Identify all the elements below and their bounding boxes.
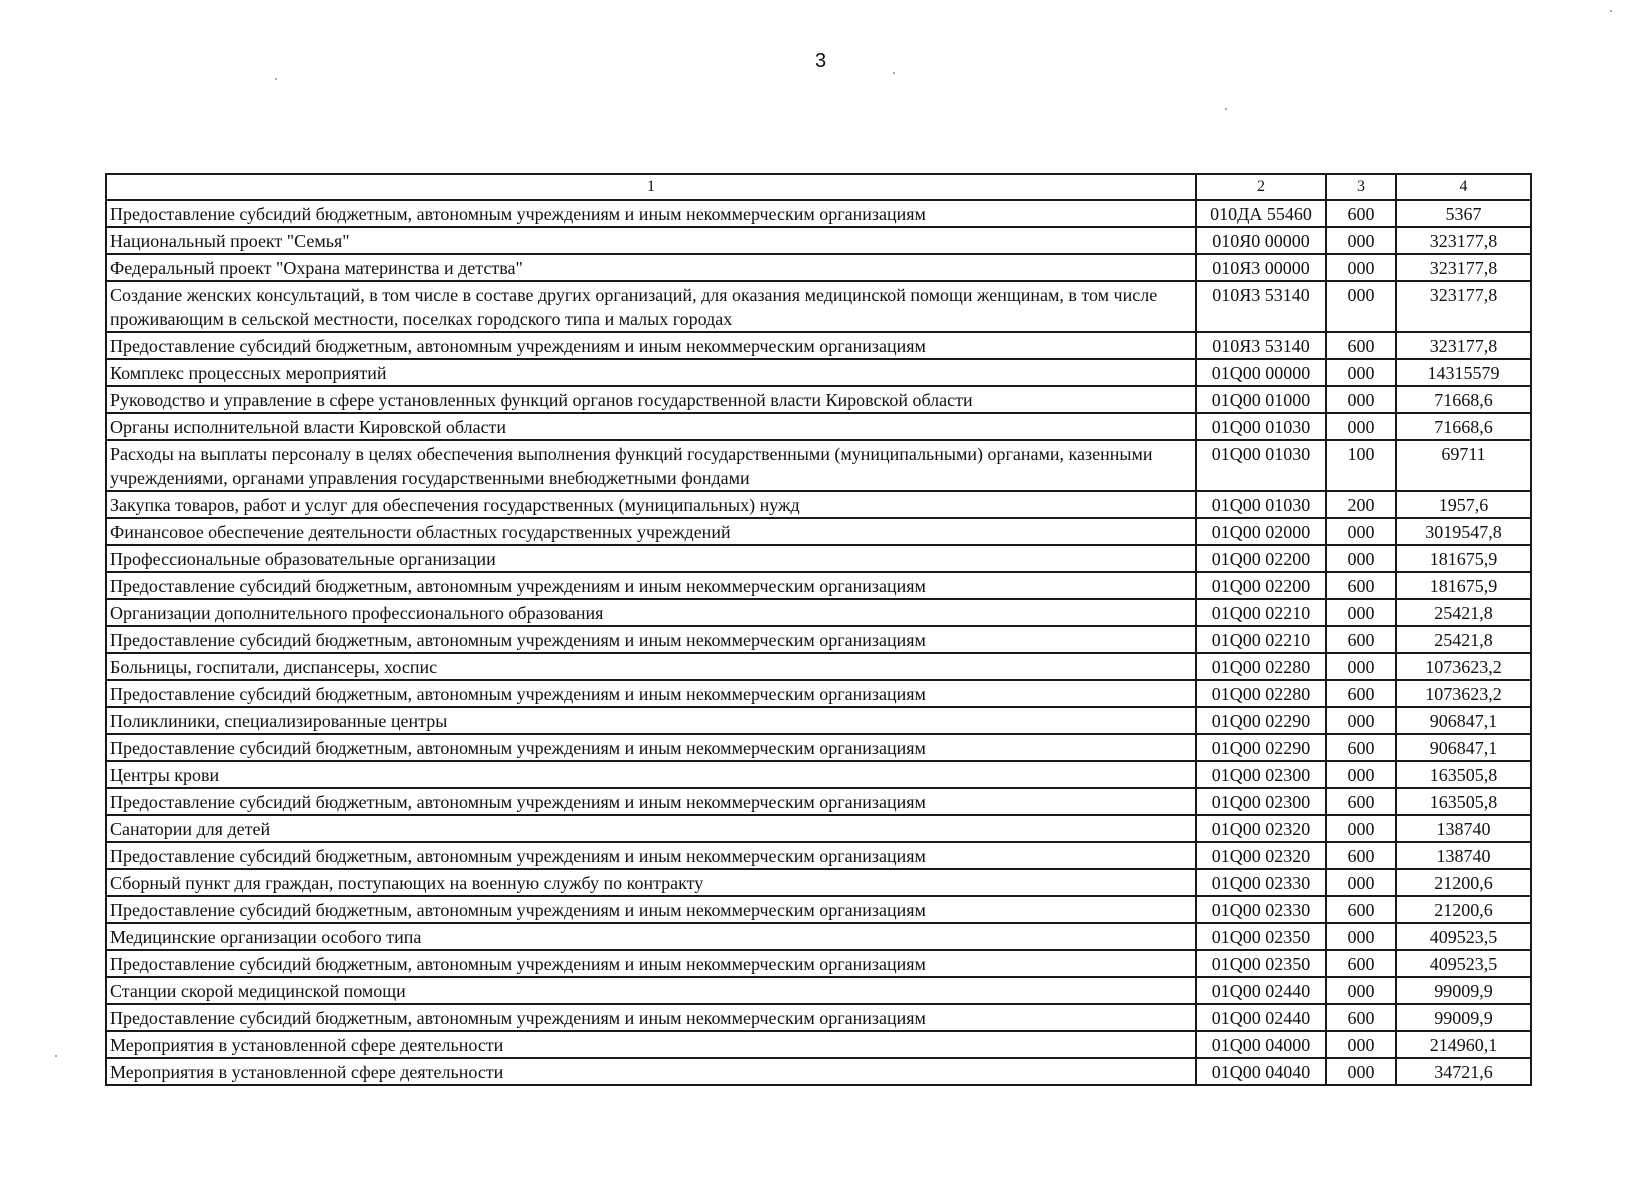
row-name-cell: Организации дополнительного профессионального образования	[106, 599, 1196, 626]
row-sum-cell: 34721,6	[1396, 1058, 1531, 1085]
table-row	[106, 734, 1531, 761]
table-row	[106, 332, 1531, 359]
row-type-cell: 600	[1326, 842, 1396, 869]
row-sum-cell: 21200,6	[1396, 869, 1531, 896]
row-code-cell: 01Q00 02330	[1196, 896, 1326, 923]
row-name-cell: Предоставление субсидий бюджетным, автономным учреждениям и иным некоммерческим организациям	[106, 788, 1196, 815]
row-name-cell: Предоставление субсидий бюджетным, автономным учреждениям и иным некоммерческим организациям	[106, 680, 1196, 707]
row-sum-cell: 3019547,8	[1396, 518, 1531, 545]
row-name-cell: Предоставление субсидий бюджетным, автономным учреждениям и иным некоммерческим организациям	[106, 896, 1196, 923]
row-type-cell: 600	[1326, 1004, 1396, 1031]
row-type-cell: 200	[1326, 491, 1396, 518]
row-name-cell: Расходы на выплаты персоналу в целях обеспечения выполнения функций государственными (муниципальными) органами, казенными учреждениями, органами управления государственными внебюджетными фондами	[106, 440, 1196, 491]
row-type-cell: 000	[1326, 254, 1396, 281]
table-row	[106, 869, 1531, 896]
row-code-cell: 01Q00 02350	[1196, 923, 1326, 950]
row-sum-cell: 181675,9	[1396, 572, 1531, 599]
row-name-cell: Предоставление субсидий бюджетным, автономным учреждениям и иным некоммерческим организациям	[106, 200, 1196, 227]
scan-speck	[1225, 108, 1227, 110]
row-sum-cell: 323177,8	[1396, 254, 1531, 281]
row-name-cell: Сборный пункт для граждан, поступающих на военную службу по контракту	[106, 869, 1196, 896]
table-row	[106, 359, 1531, 386]
row-code-cell: 010Я3 53140	[1196, 281, 1326, 332]
row-name-cell: Предоставление субсидий бюджетным, автономным учреждениям и иным некоммерческим организациям	[106, 842, 1196, 869]
row-sum-cell: 69711	[1396, 440, 1531, 491]
row-code-cell: 01Q00 02350	[1196, 950, 1326, 977]
row-type-cell: 000	[1326, 815, 1396, 842]
row-sum-cell: 1073623,2	[1396, 653, 1531, 680]
row-sum-cell: 25421,8	[1396, 599, 1531, 626]
table-row	[106, 680, 1531, 707]
row-code-cell: 01Q00 04040	[1196, 1058, 1326, 1085]
column-header: 4	[1396, 174, 1531, 200]
table-row	[106, 386, 1531, 413]
row-sum-cell: 409523,5	[1396, 950, 1531, 977]
row-type-cell: 000	[1326, 545, 1396, 572]
table-row	[106, 923, 1531, 950]
scan-speck	[275, 78, 277, 80]
table-row	[106, 545, 1531, 572]
row-name-cell: Профессиональные образовательные организации	[106, 545, 1196, 572]
row-code-cell: 01Q00 04000	[1196, 1031, 1326, 1058]
row-sum-cell: 181675,9	[1396, 545, 1531, 572]
table-row	[106, 815, 1531, 842]
row-name-cell: Закупка товаров, работ и услуг для обеспечения государственных (муниципальных) нужд	[106, 491, 1196, 518]
row-name-cell: Комплекс процессных мероприятий	[106, 359, 1196, 386]
table-row	[106, 950, 1531, 977]
table-row	[106, 254, 1531, 281]
row-code-cell: 01Q00 02300	[1196, 788, 1326, 815]
table-row	[106, 440, 1531, 491]
row-name-cell: Мероприятия в установленной сфере деятельности	[106, 1058, 1196, 1085]
table-row	[106, 491, 1531, 518]
row-sum-cell: 71668,6	[1396, 386, 1531, 413]
row-code-cell: 010Я3 53140	[1196, 332, 1326, 359]
row-sum-cell: 1957,6	[1396, 491, 1531, 518]
row-sum-cell: 25421,8	[1396, 626, 1531, 653]
row-name-cell: Создание женских консультаций, в том числе в составе других организаций, для оказания медицинской помощи женщинам, в том числе проживающим в сельской местности, поселках городского типа и малых городах	[106, 281, 1196, 332]
row-type-cell: 000	[1326, 923, 1396, 950]
row-type-cell: 100	[1326, 440, 1396, 491]
row-code-cell: 01Q00 02440	[1196, 977, 1326, 1004]
row-type-cell: 600	[1326, 626, 1396, 653]
row-code-cell: 01Q00 01030	[1196, 440, 1326, 491]
row-type-cell: 600	[1326, 332, 1396, 359]
table-row	[106, 200, 1531, 227]
row-type-cell: 600	[1326, 788, 1396, 815]
row-name-cell: Органы исполнительной власти Кировской области	[106, 413, 1196, 440]
row-code-cell: 01Q00 02330	[1196, 869, 1326, 896]
row-name-cell: Предоставление субсидий бюджетным, автономным учреждениям и иным некоммерческим организациям	[106, 950, 1196, 977]
row-type-cell: 600	[1326, 200, 1396, 227]
table-row	[106, 599, 1531, 626]
table-row	[106, 1004, 1531, 1031]
row-sum-cell: 71668,6	[1396, 413, 1531, 440]
table-row	[106, 788, 1531, 815]
row-type-cell: 600	[1326, 950, 1396, 977]
table-row	[106, 1031, 1531, 1058]
scan-speck	[893, 72, 895, 74]
row-type-cell: 000	[1326, 869, 1396, 896]
row-type-cell: 000	[1326, 359, 1396, 386]
row-name-cell: Предоставление субсидий бюджетным, автономным учреждениям и иным некоммерческим организациям	[106, 626, 1196, 653]
row-name-cell: Финансовое обеспечение деятельности областных государственных учреждений	[106, 518, 1196, 545]
row-code-cell: 010Я0 00000	[1196, 227, 1326, 254]
row-code-cell: 01Q00 02440	[1196, 1004, 1326, 1031]
table-row	[106, 626, 1531, 653]
row-name-cell: Санатории для детей	[106, 815, 1196, 842]
scan-speck	[1610, 10, 1612, 12]
row-type-cell: 000	[1326, 1031, 1396, 1058]
row-type-cell: 600	[1326, 734, 1396, 761]
table-row	[106, 761, 1531, 788]
row-code-cell: 010ДА 55460	[1196, 200, 1326, 227]
row-code-cell: 01Q00 02290	[1196, 734, 1326, 761]
row-sum-cell: 99009,9	[1396, 1004, 1531, 1031]
table-row	[106, 281, 1531, 332]
row-name-cell: Станции скорой медицинской помощи	[106, 977, 1196, 1004]
row-type-cell: 600	[1326, 896, 1396, 923]
scan-speck	[55, 1055, 57, 1057]
row-sum-cell: 409523,5	[1396, 923, 1531, 950]
row-sum-cell: 323177,8	[1396, 227, 1531, 254]
row-code-cell: 01Q00 02000	[1196, 518, 1326, 545]
row-code-cell: 01Q00 02320	[1196, 815, 1326, 842]
table-row	[106, 227, 1531, 254]
row-type-cell: 000	[1326, 977, 1396, 1004]
row-name-cell: Федеральный проект "Охрана материнства и детства"	[106, 254, 1196, 281]
row-name-cell: Поликлиники, специализированные центры	[106, 707, 1196, 734]
row-type-cell: 000	[1326, 281, 1396, 332]
row-code-cell: 01Q00 02200	[1196, 572, 1326, 599]
row-type-cell: 000	[1326, 599, 1396, 626]
row-sum-cell: 163505,8	[1396, 761, 1531, 788]
row-code-cell: 01Q00 01030	[1196, 413, 1326, 440]
row-code-cell: 01Q00 00000	[1196, 359, 1326, 386]
row-name-cell: Предоставление субсидий бюджетным, автономным учреждениям и иным некоммерческим организациям	[106, 1004, 1196, 1031]
row-code-cell: 01Q00 02210	[1196, 599, 1326, 626]
row-name-cell: Предоставление субсидий бюджетным, автономным учреждениям и иным некоммерческим организациям	[106, 734, 1196, 761]
table-row	[106, 1058, 1531, 1085]
row-name-cell: Руководство и управление в сфере установленных функций органов государственной власти Кировской области	[106, 386, 1196, 413]
row-name-cell: Предоставление субсидий бюджетным, автономным учреждениям и иным некоммерческим организациям	[106, 572, 1196, 599]
row-sum-cell: 214960,1	[1396, 1031, 1531, 1058]
row-sum-cell: 138740	[1396, 815, 1531, 842]
row-sum-cell: 5367	[1396, 200, 1531, 227]
row-code-cell: 01Q00 01000	[1196, 386, 1326, 413]
row-sum-cell: 906847,1	[1396, 734, 1531, 761]
row-sum-cell: 906847,1	[1396, 707, 1531, 734]
table-row	[106, 572, 1531, 599]
table-row	[106, 413, 1531, 440]
row-sum-cell: 323177,8	[1396, 281, 1531, 332]
row-type-cell: 000	[1326, 227, 1396, 254]
row-type-cell: 000	[1326, 761, 1396, 788]
row-type-cell: 000	[1326, 653, 1396, 680]
row-name-cell: Больницы, госпитали, диспансеры, хоспис	[106, 653, 1196, 680]
table-row	[106, 842, 1531, 869]
row-name-cell: Предоставление субсидий бюджетным, автономным учреждениям и иным некоммерческим организациям	[106, 332, 1196, 359]
table-row	[106, 896, 1531, 923]
row-sum-cell: 99009,9	[1396, 977, 1531, 1004]
row-sum-cell: 138740	[1396, 842, 1531, 869]
row-code-cell: 01Q00 02280	[1196, 653, 1326, 680]
row-name-cell: Мероприятия в установленной сфере деятельности	[106, 1031, 1196, 1058]
table-header-row	[106, 174, 1531, 200]
table-body	[106, 200, 1531, 1085]
row-type-cell: 000	[1326, 413, 1396, 440]
row-type-cell: 000	[1326, 518, 1396, 545]
row-code-cell: 01Q00 02200	[1196, 545, 1326, 572]
row-code-cell: 01Q00 02210	[1196, 626, 1326, 653]
column-header: 1	[106, 174, 1196, 200]
column-header: 3	[1326, 174, 1396, 200]
row-sum-cell: 21200,6	[1396, 896, 1531, 923]
row-sum-cell: 163505,8	[1396, 788, 1531, 815]
table-row	[106, 518, 1531, 545]
row-name-cell: Центры крови	[106, 761, 1196, 788]
table-row	[106, 707, 1531, 734]
row-code-cell: 01Q00 02290	[1196, 707, 1326, 734]
row-sum-cell: 1073623,2	[1396, 680, 1531, 707]
row-type-cell: 600	[1326, 680, 1396, 707]
row-type-cell: 000	[1326, 707, 1396, 734]
row-sum-cell: 323177,8	[1396, 332, 1531, 359]
row-type-cell: 000	[1326, 1058, 1396, 1085]
row-sum-cell: 14315579	[1396, 359, 1531, 386]
column-header: 2	[1196, 174, 1326, 200]
budget-table	[105, 173, 1532, 1086]
page-number: 3	[815, 50, 827, 72]
row-code-cell: 01Q00 02320	[1196, 842, 1326, 869]
row-code-cell: 010Я3 00000	[1196, 254, 1326, 281]
row-name-cell: Медицинские организации особого типа	[106, 923, 1196, 950]
table-row	[106, 977, 1531, 1004]
row-name-cell: Национальный проект "Семья"	[106, 227, 1196, 254]
row-type-cell: 600	[1326, 572, 1396, 599]
row-code-cell: 01Q00 01030	[1196, 491, 1326, 518]
row-code-cell: 01Q00 02300	[1196, 761, 1326, 788]
table-row	[106, 653, 1531, 680]
row-type-cell: 000	[1326, 386, 1396, 413]
row-code-cell: 01Q00 02280	[1196, 680, 1326, 707]
